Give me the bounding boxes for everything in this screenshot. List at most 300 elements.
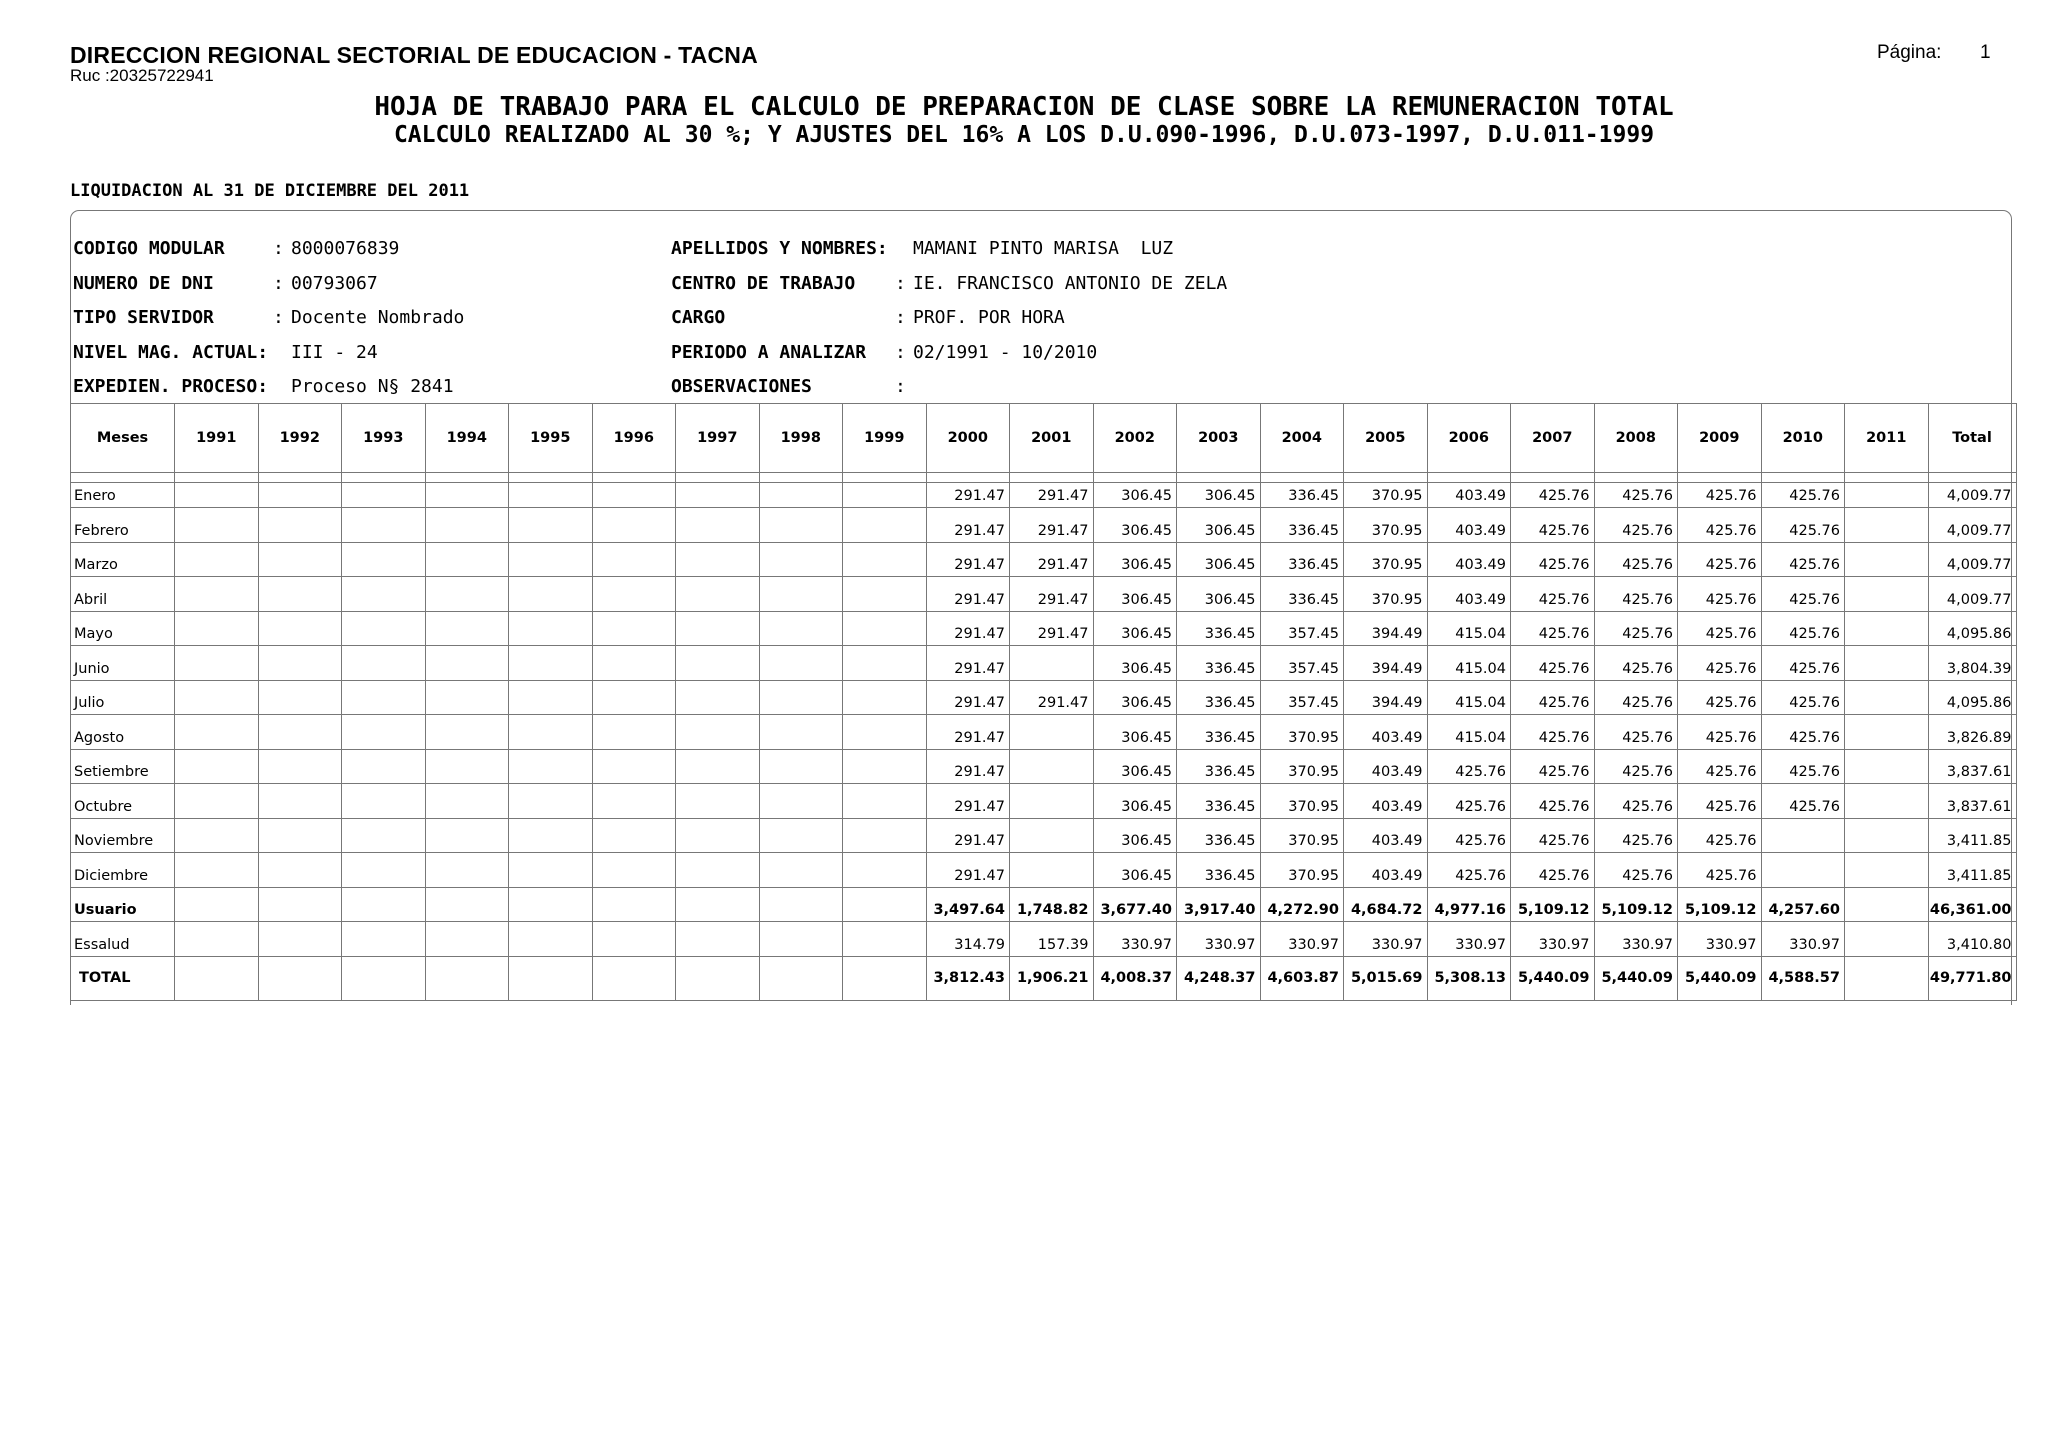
codigo-modular-label: CODIGO MODULAR [73, 238, 225, 259]
table-cell [843, 956, 927, 1000]
table-cell: 330.97 [1427, 922, 1511, 957]
table-cell [509, 680, 593, 715]
table-cell [759, 922, 843, 957]
table-cell [676, 853, 760, 888]
table-cell: 370.95 [1344, 483, 1428, 508]
table-cell [342, 922, 426, 957]
table-cell [258, 680, 342, 715]
table-cell [342, 680, 426, 715]
nivel-value: III - 24 [291, 342, 378, 363]
table-cell: 291.47 [1010, 611, 1094, 646]
table-cell: 4,684.72 [1344, 887, 1428, 922]
table-cell [175, 922, 259, 957]
table-cell [342, 483, 426, 508]
table-cell: 291.47 [926, 818, 1010, 853]
table-cell [175, 577, 259, 612]
table-cell: 4,977.16 [1427, 887, 1511, 922]
table-cell: 425.76 [1594, 853, 1678, 888]
table-cell: 5,308.13 [1427, 956, 1511, 1000]
table-cell [175, 887, 259, 922]
table-cell [342, 853, 426, 888]
table-cell [425, 680, 509, 715]
table-cell [1761, 818, 1845, 853]
table-cell: 425.76 [1594, 508, 1678, 543]
table-cell: 425.76 [1511, 853, 1595, 888]
table-cell [592, 508, 676, 543]
column-header: 2001 [1010, 404, 1094, 473]
table-cell [592, 680, 676, 715]
table-cell: 46,361.00 [1928, 887, 2016, 922]
table-cell [1010, 784, 1094, 819]
table-cell: 425.76 [1427, 749, 1511, 784]
table-cell: 415.04 [1427, 611, 1511, 646]
table-cell: 425.76 [1594, 680, 1678, 715]
table-cell [759, 818, 843, 853]
table-cell [425, 922, 509, 957]
table-cell: 330.97 [1344, 922, 1428, 957]
table-cell [676, 577, 760, 612]
table-cell [258, 646, 342, 681]
table-cell: 425.76 [1511, 646, 1595, 681]
table-cell: 403.49 [1344, 853, 1428, 888]
row-label: Essalud [71, 922, 175, 957]
table-cell: 4,095.86 [1928, 611, 2016, 646]
table-cell: 336.45 [1177, 715, 1261, 750]
table-cell [676, 818, 760, 853]
table-cell [1845, 483, 1929, 508]
page-label: Página: [1877, 42, 1942, 63]
table-cell: 291.47 [926, 646, 1010, 681]
table-cell [342, 818, 426, 853]
table-cell: 3,804.39 [1928, 646, 2016, 681]
row-label: Junio [71, 646, 175, 681]
nivel-label: NIVEL MAG. ACTUAL: [73, 342, 269, 363]
table-cell: 306.45 [1093, 749, 1177, 784]
table-cell: 4,009.77 [1928, 483, 2016, 508]
table-cell: 425.76 [1678, 483, 1762, 508]
table-cell [1845, 542, 1929, 577]
table-cell [425, 611, 509, 646]
table-cell: 370.95 [1260, 818, 1344, 853]
table-cell: 425.76 [1761, 542, 1845, 577]
table-cell [843, 542, 927, 577]
table-cell: 306.45 [1093, 542, 1177, 577]
row-label: Noviembre [71, 818, 175, 853]
table-cell [425, 818, 509, 853]
table-cell [175, 749, 259, 784]
column-header: Meses [71, 404, 175, 473]
table-cell: 425.76 [1761, 646, 1845, 681]
table-cell: 425.76 [1678, 853, 1762, 888]
codigo-modular-value: 8000076839 [291, 238, 400, 259]
table-cell: 403.49 [1427, 508, 1511, 543]
table-cell [592, 956, 676, 1000]
table-cell [843, 853, 927, 888]
table-cell: 425.76 [1678, 542, 1762, 577]
column-header: 1999 [843, 404, 927, 473]
table-cell: 415.04 [1427, 646, 1511, 681]
table-cell [1845, 922, 1929, 957]
table-cell [258, 542, 342, 577]
table-cell: 370.95 [1260, 784, 1344, 819]
table-cell [1761, 853, 1845, 888]
table-cell [843, 646, 927, 681]
liquidation-date: LIQUIDACION AL 31 DE DICIEMBRE DEL 2011 [70, 181, 470, 201]
column-header: 2000 [926, 404, 1010, 473]
table-cell: 4,272.90 [1260, 887, 1344, 922]
table-cell [759, 508, 843, 543]
row-label: Enero [71, 483, 175, 508]
table-cell: 403.49 [1427, 577, 1511, 612]
table-cell [1845, 577, 1929, 612]
page-number: 1 [1980, 42, 1991, 63]
table-cell [592, 577, 676, 612]
table-cell [1845, 715, 1929, 750]
table-cell: 291.47 [926, 611, 1010, 646]
table-cell [1845, 784, 1929, 819]
table-cell: 357.45 [1260, 611, 1344, 646]
table-cell: 425.76 [1678, 508, 1762, 543]
table-cell [676, 611, 760, 646]
table-cell: 306.45 [1177, 577, 1261, 612]
table-cell: 306.45 [1093, 784, 1177, 819]
table-cell [843, 715, 927, 750]
table-cell [175, 680, 259, 715]
table-cell [509, 483, 593, 508]
table-cell [509, 922, 593, 957]
table-cell: 370.95 [1344, 508, 1428, 543]
table-cell: 425.76 [1678, 646, 1762, 681]
column-header: 2009 [1678, 404, 1762, 473]
table-cell [509, 715, 593, 750]
table-cell: 291.47 [1010, 508, 1094, 543]
row-label: Marzo [71, 542, 175, 577]
table-cell [592, 715, 676, 750]
table-spacer-row [71, 473, 2017, 483]
column-header: 1995 [509, 404, 593, 473]
table-cell: 425.76 [1594, 542, 1678, 577]
table-cell: 425.76 [1761, 784, 1845, 819]
table-cell: 291.47 [1010, 577, 1094, 612]
table-cell: 3,917.40 [1177, 887, 1261, 922]
table-cell [509, 646, 593, 681]
table-cell: 403.49 [1344, 784, 1428, 819]
table-cell [509, 956, 593, 1000]
table-cell [676, 483, 760, 508]
table-cell [258, 956, 342, 1000]
expediente-value: Proceso N§ 2841 [291, 376, 454, 397]
table-row [71, 646, 2017, 681]
table-cell [175, 542, 259, 577]
table-cell [1845, 680, 1929, 715]
table-cell: 3,410.80 [1928, 922, 2016, 957]
table-cell: 1,748.82 [1010, 887, 1094, 922]
table-cell [676, 715, 760, 750]
table-cell [425, 646, 509, 681]
table-cell [592, 646, 676, 681]
table-cell: 5,440.09 [1678, 956, 1762, 1000]
table-cell: 291.47 [926, 853, 1010, 888]
table-cell: 425.76 [1594, 784, 1678, 819]
row-label: Febrero [71, 508, 175, 543]
table-cell: 425.76 [1594, 646, 1678, 681]
table-cell: 425.76 [1594, 611, 1678, 646]
table-cell [175, 956, 259, 1000]
table-cell: 291.47 [926, 715, 1010, 750]
table-cell [676, 508, 760, 543]
table-row [71, 784, 2017, 819]
table-cell [425, 508, 509, 543]
table-cell: 306.45 [1093, 680, 1177, 715]
table-cell: 5,109.12 [1678, 887, 1762, 922]
document-title: HOJA DE TRABAJO PARA EL CALCULO DE PREPARACION DE CLASE SOBRE LA REMUNERACION TOTAL [374, 92, 1674, 122]
table-cell [843, 818, 927, 853]
table-cell [759, 646, 843, 681]
table-cell: 3,497.64 [926, 887, 1010, 922]
table-cell: 291.47 [926, 483, 1010, 508]
dni-value: 00793067 [291, 273, 378, 294]
table-cell: 425.76 [1511, 577, 1595, 612]
table-cell [425, 715, 509, 750]
table-cell: 306.45 [1093, 508, 1177, 543]
table-cell [342, 784, 426, 819]
table-cell [759, 749, 843, 784]
table-cell: 425.76 [1678, 680, 1762, 715]
column-header: 1997 [676, 404, 760, 473]
table-cell [759, 483, 843, 508]
table-cell: 4,009.77 [1928, 508, 2016, 543]
table-row [71, 508, 2017, 543]
table-cell [759, 784, 843, 819]
table-cell [342, 542, 426, 577]
centro-value: IE. FRANCISCO ANTONIO DE ZELA [913, 273, 1228, 294]
table-cell [759, 680, 843, 715]
table-row [71, 853, 2017, 888]
document-subtitle: CALCULO REALIZADO AL 30 %; Y AJUSTES DEL 16% A LOS D.U.090-1996, D.U.073-1997, D.U.011-1999 [393, 122, 1655, 148]
table-cell [676, 956, 760, 1000]
table-cell: 425.76 [1511, 818, 1595, 853]
table-cell [1010, 646, 1094, 681]
table-cell [258, 483, 342, 508]
table-cell [592, 611, 676, 646]
column-header: 2007 [1511, 404, 1595, 473]
table-cell [509, 611, 593, 646]
table-cell: 336.45 [1177, 611, 1261, 646]
table-cell: 357.45 [1260, 646, 1344, 681]
row-label: Octubre [71, 784, 175, 819]
table-cell: 425.76 [1511, 483, 1595, 508]
row-label: Abril [71, 577, 175, 612]
table-cell: 403.49 [1344, 715, 1428, 750]
table-cell: 425.76 [1594, 715, 1678, 750]
table-cell: 394.49 [1344, 646, 1428, 681]
table-cell [759, 853, 843, 888]
table-cell [175, 611, 259, 646]
table-cell: 394.49 [1344, 611, 1428, 646]
table-cell [592, 853, 676, 888]
table-cell [258, 577, 342, 612]
table-cell [676, 680, 760, 715]
total-row [71, 956, 2017, 1000]
table-cell: 291.47 [1010, 483, 1094, 508]
table-cell: 5,109.12 [1511, 887, 1595, 922]
row-label: Usuario [71, 887, 175, 922]
table-cell: 425.76 [1594, 483, 1678, 508]
table-cell: 291.47 [926, 508, 1010, 543]
apellidos-label: APELLIDOS Y NOMBRES: [671, 238, 888, 259]
table-cell: 425.76 [1511, 508, 1595, 543]
table-cell [258, 715, 342, 750]
table-cell [175, 715, 259, 750]
table-cell: 291.47 [926, 577, 1010, 612]
colon: : [273, 238, 284, 259]
table-cell [342, 508, 426, 543]
table-cell [592, 749, 676, 784]
table-cell: 425.76 [1761, 749, 1845, 784]
table-cell: 425.76 [1761, 715, 1845, 750]
table-cell: 5,440.09 [1594, 956, 1678, 1000]
table-cell [1010, 853, 1094, 888]
table-cell: 306.45 [1093, 483, 1177, 508]
table-cell [676, 784, 760, 819]
table-row [71, 542, 2017, 577]
table-cell: 4,603.87 [1260, 956, 1344, 1000]
table-cell: 49,771.80 [1928, 956, 2016, 1000]
table-cell [425, 956, 509, 1000]
table-cell: 4,588.57 [1761, 956, 1845, 1000]
table-cell: 415.04 [1427, 680, 1511, 715]
table-cell [1845, 956, 1929, 1000]
column-header: 1992 [258, 404, 342, 473]
table-cell [676, 542, 760, 577]
table-cell [425, 483, 509, 508]
table-cell [759, 956, 843, 1000]
table-cell: 336.45 [1260, 542, 1344, 577]
table-cell: 4,248.37 [1177, 956, 1261, 1000]
table-cell: 3,677.40 [1093, 887, 1177, 922]
table-cell: 306.45 [1093, 715, 1177, 750]
table-cell: 4,009.77 [1928, 577, 2016, 612]
row-label: TOTAL [71, 956, 175, 1000]
table-row [71, 749, 2017, 784]
table-cell: 357.45 [1260, 680, 1344, 715]
table-cell: 394.49 [1344, 680, 1428, 715]
table-cell: 336.45 [1177, 646, 1261, 681]
table-cell [342, 611, 426, 646]
column-header: 1996 [592, 404, 676, 473]
table-cell: 4,257.60 [1761, 887, 1845, 922]
table-cell: 425.76 [1761, 508, 1845, 543]
table-cell: 425.76 [1678, 715, 1762, 750]
column-header: 2005 [1344, 404, 1428, 473]
column-header: 2006 [1427, 404, 1511, 473]
table-cell: 415.04 [1427, 715, 1511, 750]
table-cell [509, 818, 593, 853]
table-cell [425, 749, 509, 784]
table-cell: 425.76 [1427, 853, 1511, 888]
column-header: 1991 [175, 404, 259, 473]
table-row [71, 818, 2017, 853]
table-cell: 330.97 [1678, 922, 1762, 957]
table-cell [258, 611, 342, 646]
table-cell: 425.76 [1511, 680, 1595, 715]
table-cell: 425.76 [1761, 611, 1845, 646]
table-cell [1845, 887, 1929, 922]
table-cell [843, 784, 927, 819]
table-cell: 3,411.85 [1928, 853, 2016, 888]
table-cell [509, 508, 593, 543]
cargo-value: PROF. POR HORA [913, 307, 1065, 328]
table-cell [425, 887, 509, 922]
table-cell: 336.45 [1177, 680, 1261, 715]
table-cell: 330.97 [1260, 922, 1344, 957]
table-cell [175, 784, 259, 819]
table-cell: 291.47 [926, 680, 1010, 715]
table-cell [342, 715, 426, 750]
table-cell: 425.76 [1678, 784, 1762, 819]
table-cell: 5,109.12 [1594, 887, 1678, 922]
essalud-row [71, 922, 2017, 957]
table-cell: 1,906.21 [1010, 956, 1094, 1000]
table-cell [425, 784, 509, 819]
row-label: Agosto [71, 715, 175, 750]
table-cell: 330.97 [1594, 922, 1678, 957]
column-header: 1998 [759, 404, 843, 473]
table-cell [509, 853, 593, 888]
table-cell [676, 646, 760, 681]
table-cell: 291.47 [1010, 542, 1094, 577]
table-cell: 425.76 [1511, 542, 1595, 577]
table-cell [175, 508, 259, 543]
column-header: 2010 [1761, 404, 1845, 473]
colon: : [273, 307, 284, 328]
table-cell: 5,440.09 [1511, 956, 1595, 1000]
table-cell: 336.45 [1177, 749, 1261, 784]
table-cell: 425.76 [1427, 784, 1511, 819]
table-cell [843, 922, 927, 957]
table-cell: 425.76 [1511, 784, 1595, 819]
table-cell [676, 887, 760, 922]
table-cell [425, 542, 509, 577]
colon: : [895, 273, 906, 294]
colon: : [895, 376, 906, 397]
table-cell: 336.45 [1260, 508, 1344, 543]
table-cell: 330.97 [1177, 922, 1261, 957]
table-cell [759, 887, 843, 922]
table-cell: 425.76 [1594, 749, 1678, 784]
table-cell [592, 922, 676, 957]
table-cell [1845, 508, 1929, 543]
ruc-number: Ruc :20325722941 [70, 66, 214, 85]
column-header: 2003 [1177, 404, 1261, 473]
table-cell: 336.45 [1177, 784, 1261, 819]
apellidos-value: MAMANI PINTO MARISA LUZ [913, 238, 1174, 259]
table-row [71, 483, 2017, 508]
table-cell [258, 922, 342, 957]
observaciones-label: OBSERVACIONES [671, 376, 812, 397]
table-cell: 306.45 [1177, 483, 1261, 508]
table-cell: 330.97 [1511, 922, 1595, 957]
table-cell: 4,008.37 [1093, 956, 1177, 1000]
table-cell: 370.95 [1260, 715, 1344, 750]
table-cell: 291.47 [926, 784, 1010, 819]
table-cell: 425.76 [1678, 818, 1762, 853]
table-row [71, 680, 2017, 715]
table-cell [1010, 715, 1094, 750]
table-cell: 336.45 [1260, 483, 1344, 508]
row-label: Setiembre [71, 749, 175, 784]
tipo-servidor-label: TIPO SERVIDOR [73, 307, 214, 328]
